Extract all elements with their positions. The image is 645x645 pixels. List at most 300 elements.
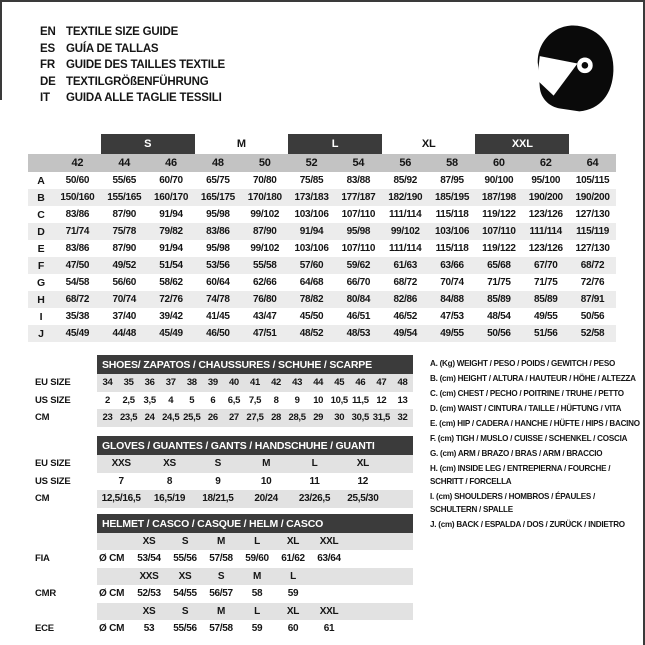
measurement-value: 177/187 <box>341 192 376 203</box>
measurement-value: 47/53 <box>440 311 464 322</box>
row-label: EU SIZE <box>35 377 71 389</box>
shoes-value: 27,5 <box>246 412 264 424</box>
measurement-value: 46/51 <box>346 311 371 322</box>
top-border <box>0 0 645 2</box>
measurement-value: 85/89 <box>533 294 558 305</box>
shoes-value: 9 <box>294 394 300 406</box>
size-number: 60 <box>492 157 505 169</box>
language-title-list <box>40 24 225 107</box>
shoes-row <box>35 374 413 392</box>
measurement-value: 170/180 <box>247 192 282 203</box>
gloves-value: 8 <box>166 475 173 487</box>
legend-entry: C. (cm) CHEST / PECHO / POITRINE / TRUHE / PETTO <box>430 389 624 398</box>
measurement-value: 45/50 <box>299 311 324 322</box>
legend-entry: A. (Kg) WEIGHT / PESO / POIDS / GEWITCH / PESO <box>430 359 616 368</box>
diameter-prefix: Ø CM <box>99 588 125 600</box>
gloves-value: XL <box>356 458 369 470</box>
size-number: 48 <box>211 157 224 169</box>
measurement-row <box>28 325 616 342</box>
shoes-value: 40 <box>228 377 239 389</box>
measurement-row <box>28 274 616 291</box>
size-number: 46 <box>165 157 177 169</box>
measurement-value: 87/95 <box>440 175 464 186</box>
measurement-value: 67/70 <box>533 260 558 271</box>
measurement-row <box>28 291 616 308</box>
measurement-row <box>28 308 616 325</box>
shoes-value: 42 <box>271 377 282 389</box>
shoes-value: 32 <box>397 412 408 424</box>
shoes-title-bar: SHOES/ ZAPATOS / CHAUSSURES / SCHUHE / SCARPE <box>97 355 413 374</box>
legend-entry: B. (cm) HEIGHT / ALTURA / HAUTEUR / HÖHE / ALTEZZA <box>430 374 636 383</box>
language-code: IT <box>40 92 50 105</box>
measurement-value: 50/56 <box>580 311 605 322</box>
measurement-value: 91/94 <box>299 226 324 237</box>
diameter-prefix: Ø CM <box>99 623 125 635</box>
measurement-row <box>28 189 616 206</box>
size-group-label: S <box>101 134 195 154</box>
language-code: FR <box>40 59 55 72</box>
gloves-value: L <box>311 458 318 470</box>
helmet-size-label: L <box>254 605 260 617</box>
size-group-row <box>28 134 616 154</box>
size-group-label <box>569 134 616 154</box>
measurement-value: 70/74 <box>112 294 136 305</box>
helmet-value: 63/64 <box>317 553 341 565</box>
measurement-value: 78/82 <box>299 294 324 305</box>
diameter-prefix: Ø CM <box>99 553 125 565</box>
measurement-value: 82/86 <box>393 294 417 305</box>
measurement-value: 48/53 <box>346 328 371 339</box>
shoes-value: 45 <box>334 377 345 389</box>
gloves-value: 20/24 <box>254 493 278 505</box>
size-group-label <box>28 134 101 154</box>
helmet-title-bar: HELMET / CASCO / CASQUE / HELM / CASCO <box>97 514 413 533</box>
shoes-table <box>35 355 413 427</box>
helmet-size-label: XS <box>178 570 192 582</box>
measurement-value: 46/52 <box>393 311 417 322</box>
gloves-table <box>35 436 413 508</box>
language-code: EN <box>40 26 56 39</box>
measurement-letter: A <box>37 174 45 187</box>
size-group-label: XL <box>421 138 436 150</box>
left-border <box>0 0 2 100</box>
helmet-value: 59 <box>251 623 263 635</box>
helmet-value: 61 <box>323 623 335 635</box>
gloves-row <box>35 455 413 473</box>
helmet-size-label: XXS <box>139 570 159 582</box>
measurement-value: 103/106 <box>294 209 329 220</box>
shoes-value: 3,5 <box>143 394 156 406</box>
shoes-value: 7,5 <box>248 394 262 406</box>
standard-label: FIA <box>35 553 50 565</box>
measurement-letter: J <box>38 327 44 340</box>
textile-size-table <box>28 134 616 342</box>
measurement-value: 66/70 <box>346 277 371 288</box>
legend-entry: D. (cm) WAIST / CINTURA / TAILLE / HÜFTUNG / VITA <box>430 404 622 413</box>
measurement-value: 103/106 <box>294 243 329 254</box>
measurement-letter: G <box>37 276 45 289</box>
shoes-value: 28 <box>271 412 282 424</box>
helmet-value: 53/54 <box>137 553 161 565</box>
shoes-value: 10 <box>313 394 324 406</box>
measurement-value: 74/78 <box>206 294 230 305</box>
measurement-value: 44/48 <box>112 328 136 339</box>
measurement-value: 83/86 <box>206 226 230 237</box>
helmet-size-label: L <box>290 570 296 582</box>
shoes-value: 24 <box>144 412 155 424</box>
measurement-value: 95/98 <box>206 243 230 254</box>
size-number: 64 <box>586 157 599 169</box>
standard-label: CMR <box>35 588 57 600</box>
shoes-value: 4 <box>168 394 174 406</box>
measurement-value: 115/118 <box>435 209 469 220</box>
shoes-value: 35 <box>123 377 134 389</box>
measurement-value: 51/56 <box>533 328 558 339</box>
language-title: TEXTILGRÖßENFÜHRUNG <box>66 75 209 88</box>
shoes-value: 34 <box>102 377 113 389</box>
shoes-value: 8 <box>273 394 279 406</box>
gloves-value: XXS <box>111 458 131 470</box>
gloves-value: S <box>214 458 221 470</box>
gloves-value: 9 <box>215 475 221 487</box>
measurement-value: 65/75 <box>206 175 230 186</box>
language-title-row <box>40 74 225 91</box>
measurement-value: 99/102 <box>250 209 280 220</box>
measurement-value: 87/90 <box>252 226 277 237</box>
measurement-value: 58/62 <box>159 277 183 288</box>
measurement-value: 59/62 <box>346 260 371 271</box>
helmet-value: 59/60 <box>245 553 269 565</box>
helmet-size-row <box>97 533 413 550</box>
measurement-value: 107/110 <box>341 243 376 254</box>
measurement-value: 95/100 <box>531 175 561 186</box>
shoes-value: 10,5 <box>330 394 348 406</box>
measurement-value: 72/76 <box>580 277 605 288</box>
measurement-letter: F <box>37 259 45 272</box>
measurement-value: 68/72 <box>393 277 417 288</box>
measurement-value: 65/68 <box>487 260 511 271</box>
measurement-value: 70/74 <box>440 277 464 288</box>
measurement-value: 49/54 <box>393 328 417 339</box>
measurement-row <box>28 257 616 274</box>
helmet-size-label: XXL <box>319 605 339 617</box>
size-group-label: XXL <box>475 134 569 154</box>
measurement-value: 91/94 <box>159 209 183 220</box>
measurement-value: 95/98 <box>346 226 371 237</box>
helmet-size-row <box>97 568 413 585</box>
helmet-value: 52/53 <box>137 588 161 600</box>
measurement-value: 187/198 <box>481 192 516 203</box>
racing-helmet-icon <box>526 18 618 120</box>
shoes-value: 43 <box>292 377 303 389</box>
shoes-value: 30,5 <box>351 412 369 424</box>
shoes-value: 31,5 <box>372 412 391 424</box>
language-title: GUIDE DES TAILLES TEXTILE <box>66 59 225 72</box>
measurement-value: 91/94 <box>159 243 183 254</box>
row-label: US SIZE <box>35 394 71 406</box>
measurement-value: 150/160 <box>60 192 95 203</box>
gloves-value: 18/21,5 <box>202 493 234 505</box>
measurement-letter: I <box>39 310 43 323</box>
measurement-value: 84/88 <box>440 294 464 305</box>
measurement-letter: C <box>37 208 45 221</box>
shoes-value: 36 <box>144 377 155 389</box>
helmet-size-label: XS <box>142 605 156 617</box>
shoes-value: 23,5 <box>119 412 138 424</box>
helmet-size-label: XXL <box>319 535 339 547</box>
measurement-value: 99/102 <box>250 243 280 254</box>
gloves-value: 7 <box>118 475 124 487</box>
measurement-value: 119/122 <box>482 243 516 254</box>
measurement-value: 115/119 <box>576 226 610 237</box>
shoes-value: 39 <box>207 377 218 389</box>
helmet-value: 55/56 <box>173 553 197 565</box>
measurement-row <box>28 206 616 223</box>
measurement-value: 76/80 <box>252 294 277 305</box>
gloves-value: 23/26,5 <box>298 493 331 505</box>
measurement-value: 60/64 <box>206 277 230 288</box>
measurement-letter: H <box>37 293 45 306</box>
measurement-value: 111/114 <box>389 209 422 220</box>
size-number: 56 <box>399 157 412 169</box>
language-code: ES <box>40 42 55 55</box>
measurement-value: 39/42 <box>159 311 183 322</box>
legend-entry: J. (cm) BACK / ESPALDA / DOS / ZURÜCK / INDIETRO <box>430 520 625 529</box>
size-number: 44 <box>118 157 131 169</box>
shoes-value: 2 <box>105 394 111 406</box>
measurement-value: 85/89 <box>487 294 511 305</box>
shoes-value: 26 <box>207 412 218 424</box>
measurement-value: 123/126 <box>528 243 563 254</box>
measurement-value: 83/86 <box>65 243 90 254</box>
gloves-value: 11 <box>309 475 320 487</box>
helmet-value: 59 <box>287 588 299 600</box>
helmet-standard-block <box>35 568 413 603</box>
shoes-value: 6,5 <box>227 394 241 406</box>
size-number: 42 <box>71 157 84 169</box>
measurement-row <box>28 172 616 189</box>
helmet-value: 55/56 <box>173 623 197 635</box>
shoes-value: 28,5 <box>288 412 306 424</box>
helmet-value: 58 <box>251 588 263 600</box>
measurement-value: 71/74 <box>65 226 90 237</box>
measurement-value: 123/126 <box>528 209 563 220</box>
size-number: 52 <box>305 157 318 169</box>
measurement-value: 64/68 <box>299 277 324 288</box>
helmet-size-label: M <box>216 535 226 547</box>
shoes-value: 12 <box>376 394 387 406</box>
measurement-value: 54/58 <box>65 277 90 288</box>
measurement-value: 47/51 <box>252 328 277 339</box>
shoes-value: 46 <box>355 377 366 389</box>
measurement-value: 47/50 <box>65 260 90 271</box>
measurement-value: 107/110 <box>341 209 376 220</box>
measurement-value: 46/50 <box>206 328 230 339</box>
measurement-value: 62/66 <box>252 277 277 288</box>
size-number: 54 <box>352 157 365 169</box>
measurement-value: 49/55 <box>440 328 464 339</box>
helmet-standard-block <box>35 533 413 568</box>
helmet-value: 61/62 <box>281 553 305 565</box>
measurement-value: 79/82 <box>159 226 183 237</box>
measurement-value: 68/72 <box>65 294 90 305</box>
language-title-row <box>40 41 225 58</box>
size-number-row <box>28 154 616 172</box>
helmet-size-label: S <box>181 535 189 547</box>
measurement-value: 165/175 <box>200 192 235 203</box>
measurement-row <box>28 240 616 257</box>
measurement-value: 185/195 <box>435 192 470 203</box>
measurement-value: 53/56 <box>206 260 230 271</box>
helmet-size-label: XL <box>286 605 300 617</box>
helmet-size-row <box>97 603 413 620</box>
helmet-size-label: S <box>217 570 225 582</box>
measurement-value: 55/58 <box>252 260 277 271</box>
helmet-value-row <box>35 550 413 569</box>
measurement-value: 173/183 <box>294 192 329 203</box>
measurement-value: 63/66 <box>440 260 464 271</box>
measurement-value: 60/70 <box>159 175 183 186</box>
measurement-letter: D <box>37 225 45 238</box>
measurement-value: 49/52 <box>112 260 136 271</box>
shoes-value: 47 <box>376 377 387 389</box>
measurement-value: 111/114 <box>389 243 422 254</box>
size-number: 50 <box>258 157 271 169</box>
gloves-value: 12 <box>357 475 369 487</box>
helmet-size-label: M <box>252 570 262 582</box>
measurement-value: 71/75 <box>487 277 511 288</box>
gloves-title-bar: GLOVES / GUANTES / GANTS / HANDSCHUHE / GUANTI <box>97 436 413 455</box>
measurement-value: 127/130 <box>575 209 610 220</box>
helmet-value: 53 <box>143 623 155 635</box>
gloves-value: 10 <box>260 475 272 487</box>
measurement-row <box>28 223 616 240</box>
measurement-value: 95/98 <box>206 209 230 220</box>
measurement-value: 87/90 <box>112 209 136 220</box>
gloves-value: 12,5/16,5 <box>101 493 141 505</box>
measurement-value: 190/200 <box>528 192 563 203</box>
row-label: CM <box>35 493 50 505</box>
measurement-value: 51/54 <box>159 260 183 271</box>
gloves-value: 25,5/30 <box>347 493 379 505</box>
helmet-value-row <box>35 620 413 639</box>
measurement-value: 61/63 <box>393 260 417 271</box>
shoes-value: 29 <box>313 412 324 424</box>
measurement-value: 70/80 <box>252 175 277 186</box>
measurement-value: 55/65 <box>112 175 136 186</box>
helmet-value: 56/57 <box>209 588 233 600</box>
standard-label: ECE <box>35 623 54 635</box>
language-title: GUÍA DE TALLAS <box>66 42 159 55</box>
measurement-value: 99/102 <box>390 226 420 237</box>
measurement-value: 57/60 <box>299 260 324 271</box>
measurement-value: 182/190 <box>388 192 423 203</box>
measurement-value: 115/118 <box>435 243 469 254</box>
measurement-value: 45/49 <box>159 328 183 339</box>
measurement-value: 87/90 <box>112 243 136 254</box>
language-title-row <box>40 90 225 107</box>
shoes-value: 23 <box>102 412 113 424</box>
measurement-value: 56/60 <box>112 277 136 288</box>
measurement-value: 90/100 <box>484 175 514 186</box>
shoes-value: 38 <box>186 377 197 389</box>
gloves-row <box>35 490 413 508</box>
measurement-value: 83/88 <box>346 175 371 186</box>
shoes-row <box>35 392 413 410</box>
shoes-value: 44 <box>313 377 324 389</box>
measurement-value: 107/110 <box>482 226 516 237</box>
measurement-value: 52/58 <box>580 328 605 339</box>
helmet-table <box>35 514 413 638</box>
helmet-value: 57/58 <box>209 623 233 635</box>
legend-entry: I. (cm) SHOULDERS / HOMBROS / ÉPAULES / SCHULTERN / SPALLE <box>430 492 596 514</box>
measurement-value: 80/84 <box>346 294 371 305</box>
measurement-value: 190/200 <box>575 192 610 203</box>
measurement-value: 68/72 <box>580 260 605 271</box>
measurement-value: 87/91 <box>580 294 605 305</box>
measurement-value: 75/78 <box>112 226 136 237</box>
measurement-value: 72/76 <box>159 294 183 305</box>
gloves-value: XS <box>163 458 176 470</box>
measurement-value: 103/106 <box>435 226 470 237</box>
helmet-size-label: M <box>216 605 226 617</box>
helmet-value-row <box>35 585 413 604</box>
shoes-row <box>35 409 413 427</box>
row-label: US SIZE <box>35 475 71 487</box>
language-title-row <box>40 57 225 74</box>
shoes-value: 48 <box>397 377 408 389</box>
gloves-row <box>35 473 413 491</box>
shoes-value: 2,5 <box>122 394 135 406</box>
helmet-value: 54/55 <box>173 588 197 600</box>
shoes-value: 5 <box>189 394 195 406</box>
language-title-row <box>40 24 225 41</box>
measurement-value: 71/75 <box>533 277 558 288</box>
measurement-legend <box>430 357 642 533</box>
size-group-label: L <box>288 134 382 154</box>
legend-entry: G. (cm) ARM / BRAZO / BRAS / ARM / BRACCIO <box>430 449 603 458</box>
gloves-value: 16,5/19 <box>153 493 186 505</box>
legend-entry: E. (cm) HIP / CADERA / HANCHE / HÜFTE / HIPS / BACINO <box>430 419 640 428</box>
legend-entry: H. (cm) INSIDE LEG / ENTREPIERNA / FOURCHE / SCHRITT / FORCELLA <box>430 464 611 486</box>
language-title: GUIDA ALLE TAGLIE TESSILI <box>66 92 222 105</box>
helmet-size-label: S <box>181 605 189 617</box>
shoes-value: 30 <box>334 412 345 424</box>
shoes-value: 6 <box>210 394 216 406</box>
measurement-letter: B <box>37 191 45 204</box>
measurement-value: 75/85 <box>299 175 324 186</box>
shoes-value: 11,5 <box>351 394 369 406</box>
measurement-value: 43/47 <box>252 311 277 322</box>
size-number: 62 <box>539 157 552 169</box>
measurement-value: 50/60 <box>65 175 90 186</box>
shoes-value: 13 <box>397 394 408 406</box>
measurement-value: 48/54 <box>487 311 511 322</box>
shoes-value: 27 <box>228 412 239 424</box>
row-label: EU SIZE <box>35 458 71 470</box>
language-code: DE <box>40 75 56 88</box>
helmet-size-label: XS <box>142 535 156 547</box>
gloves-value: M <box>262 458 271 470</box>
shoes-value: 37 <box>165 377 176 389</box>
measurement-value: 119/122 <box>482 209 516 220</box>
measurement-value: 35/38 <box>65 311 90 322</box>
measurement-value: 127/130 <box>575 243 610 254</box>
measurement-value: 85/92 <box>393 175 417 186</box>
measurement-value: 49/55 <box>533 311 558 322</box>
measurement-value: 50/56 <box>487 328 511 339</box>
measurement-value: 160/170 <box>154 192 189 203</box>
